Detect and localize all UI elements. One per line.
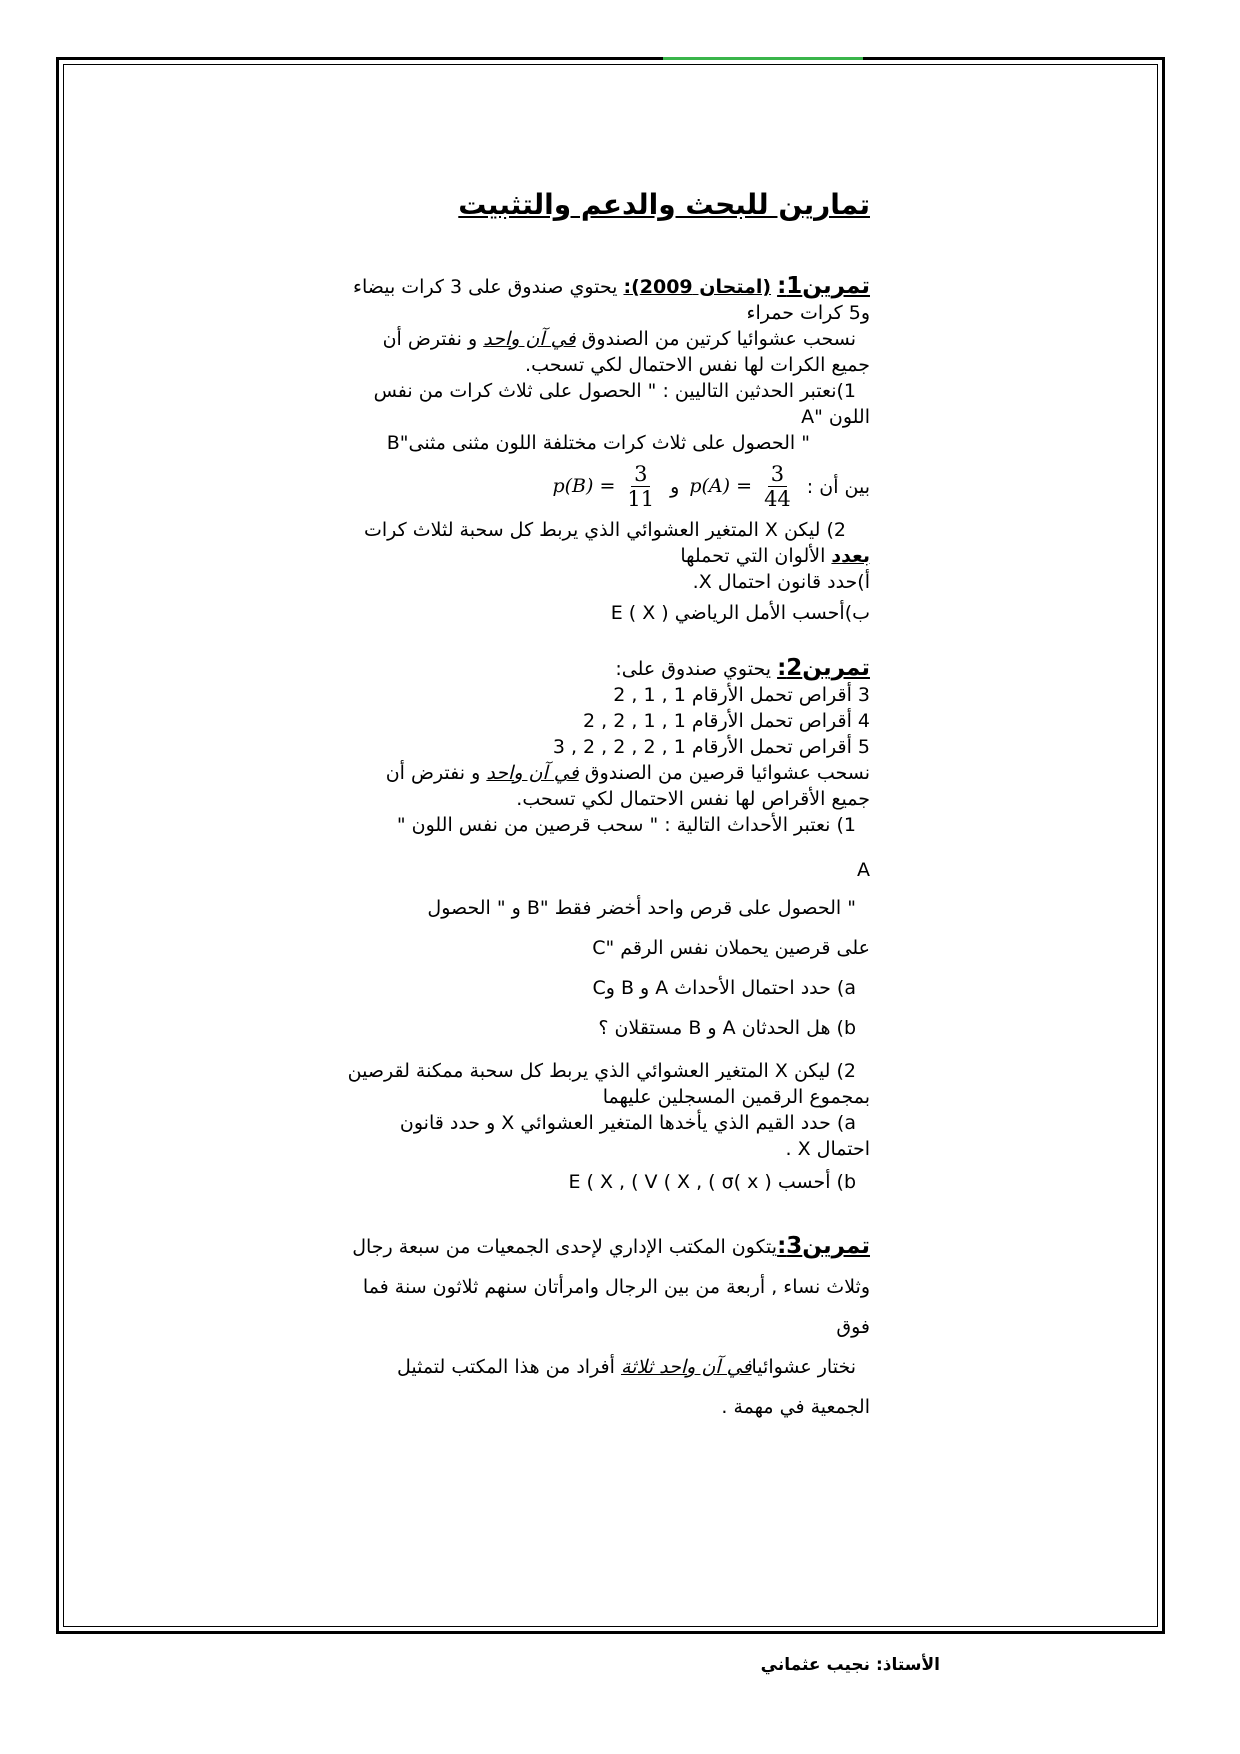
prob-a-left: p(A) = xyxy=(689,475,753,497)
exercise-1-q2-alpha: أ)حدد قانون احتمال X. xyxy=(692,571,870,593)
exercise-2-q2b-compute: b) أحسب ( E ( X , ( V ( X , ( σ( x xyxy=(568,1171,856,1193)
draw-text: نسحب عشوائيا قرصين من الصندوق xyxy=(584,762,870,784)
show-label: بين أن : xyxy=(806,475,870,498)
exercise-2 xyxy=(340,655,870,1202)
exercise-2-list-3: 5 أقراص تحمل الأرقام 1 , 2 , 2 , 2 , 3 xyxy=(552,736,870,758)
exercise-3-line5: الجمعية في مهمة . xyxy=(721,1396,870,1418)
top-accent-line xyxy=(663,57,863,60)
exercise-3 xyxy=(340,1226,870,1427)
draw-emphasis: في آن واحد xyxy=(483,328,576,350)
exercise-3-line3: فوق xyxy=(836,1316,870,1338)
draw-emphasis: في آن واحد xyxy=(486,762,579,784)
exercise-1-label: تمرين1: xyxy=(777,273,870,299)
fraction-a-denominator: 44 xyxy=(764,487,791,511)
fraction-a xyxy=(761,462,794,511)
teacher-signature: الأستاذ: نجيب عثماني xyxy=(760,1655,940,1675)
exercise-1-probabilities xyxy=(340,462,870,511)
exercise-2-q2b: بمجموع الرقمين المسجلين عليهما xyxy=(602,1086,870,1108)
exercise-2-q1a: 1) نعتبر الأحداث التالية : " سحب قرصين من نفس اللون " xyxy=(396,814,856,836)
fraction-b-numerator: 3 xyxy=(631,462,650,487)
page-title: تمارين للبحث والدعم والتثبيت xyxy=(458,188,870,221)
exercise-2-q1c: على قرصين يحملان نفس الرقم "C xyxy=(592,937,870,959)
draw-text-end: أفراد من هذا المكتب لتمثيل xyxy=(396,1356,621,1378)
exercise-2-qa: a) حدد احتمال الأحداث A و B وC xyxy=(592,977,856,999)
prob-b-left: p(B) = xyxy=(552,475,616,497)
exercise-2-qb: b) هل الحدثان A و B مستقلان ؟ xyxy=(598,1017,856,1039)
exercise-1-exam: (امتحان 2009): xyxy=(623,276,772,298)
exercise-2-intro: يحتوي صندوق على: xyxy=(615,658,778,680)
exercise-2-q2a: 2) ليكن X المتغير العشوائي الذي يربط كل سحبة ممكنة لقرصين xyxy=(347,1060,856,1082)
exercise-2-q1b: " الحصول على قرص واحد أخضر فقط "B و " الحصول xyxy=(427,897,856,919)
exercise-2-q2a-1: a) حدد القيم الذي يأخدها المتغير العشوائي X و حدد قانون xyxy=(399,1112,856,1134)
exercise-1-draw xyxy=(340,326,870,352)
draw-text: نختار عشوائيا xyxy=(751,1356,856,1378)
exercise-2-q2a-2: احتمال X . xyxy=(785,1138,870,1160)
draw-emphasis: في آن واحد ثلاثة xyxy=(620,1356,752,1378)
q2b-rest: الألوان التي تحملها xyxy=(680,545,832,567)
exercise-1-q2a: 2) ليكن X المتغير العشوائي الذي يربط كل سحبة لثلاث كرات xyxy=(364,519,846,541)
prob-b xyxy=(552,462,660,511)
fraction-a-numerator: 3 xyxy=(768,462,787,487)
prob-a xyxy=(689,462,796,511)
draw-text-end: و نفترض أن xyxy=(382,328,478,350)
exercise-1-equal-prob: جميع الكرات لها نفس الاحتمال لكي تسحب. xyxy=(525,354,870,376)
exercise-3-line2: وثلاث نساء , أربعة من بين الرجال وامرأتان سنهم ثلاثون سنة فما xyxy=(362,1276,870,1298)
exercise-2-draw xyxy=(340,760,870,786)
exercise-2-list-1: 3 أقراص تحمل الأرقام 1 , 1 , 2 xyxy=(613,684,870,706)
draw-text-end: و نفترض أن xyxy=(385,762,481,784)
draw-text: نسحب عشوائيا كرتين من الصندوق xyxy=(581,328,856,350)
exercise-3-label: تمرين3: xyxy=(777,1233,870,1259)
exercise-1-line2: و5 كرات حمراء xyxy=(746,302,870,324)
exercise-2-list-2: 4 أقراص تحمل الأرقام 1 , 1 , 2 , 2 xyxy=(583,710,870,732)
exercise-2-q1-A: A xyxy=(857,859,870,881)
q2b-underlined: بعدد xyxy=(831,545,870,567)
exercise-1-q1a: 1)نعتبر الحدثين التاليين : " الحصول على ثلاث كرات من نفس xyxy=(373,380,856,402)
and-word: و xyxy=(670,475,680,498)
exercise-1-q1b: اللون "A xyxy=(801,406,870,428)
exercise-1 xyxy=(340,273,870,631)
document-body xyxy=(340,175,870,1427)
exercise-3-draw xyxy=(340,1347,870,1387)
fraction-b-denominator: 11 xyxy=(627,487,655,511)
exercise-1-q2-beta: ب)أحسب الأمل الرياضي ( E ( X xyxy=(610,602,870,624)
fraction-b xyxy=(624,462,657,511)
exercise-1-q1c: " الحصول على ثلاث كرات مختلفة اللون مثنى مثنى"B xyxy=(386,432,810,454)
exercise-1-line1: يحتوي صندوق على 3 كرات بيضاء xyxy=(353,276,618,298)
exercise-1-q2b xyxy=(340,543,870,569)
exercise-3-line1: يتكون المكتب الإداري لإحدى الجمعيات من سبعة رجال xyxy=(352,1236,778,1258)
exercise-2-equal-prob: جميع الأقراص لها نفس الاحتمال لكي تسحب. xyxy=(516,788,870,810)
exercise-2-label: تمرين2: xyxy=(777,655,870,681)
